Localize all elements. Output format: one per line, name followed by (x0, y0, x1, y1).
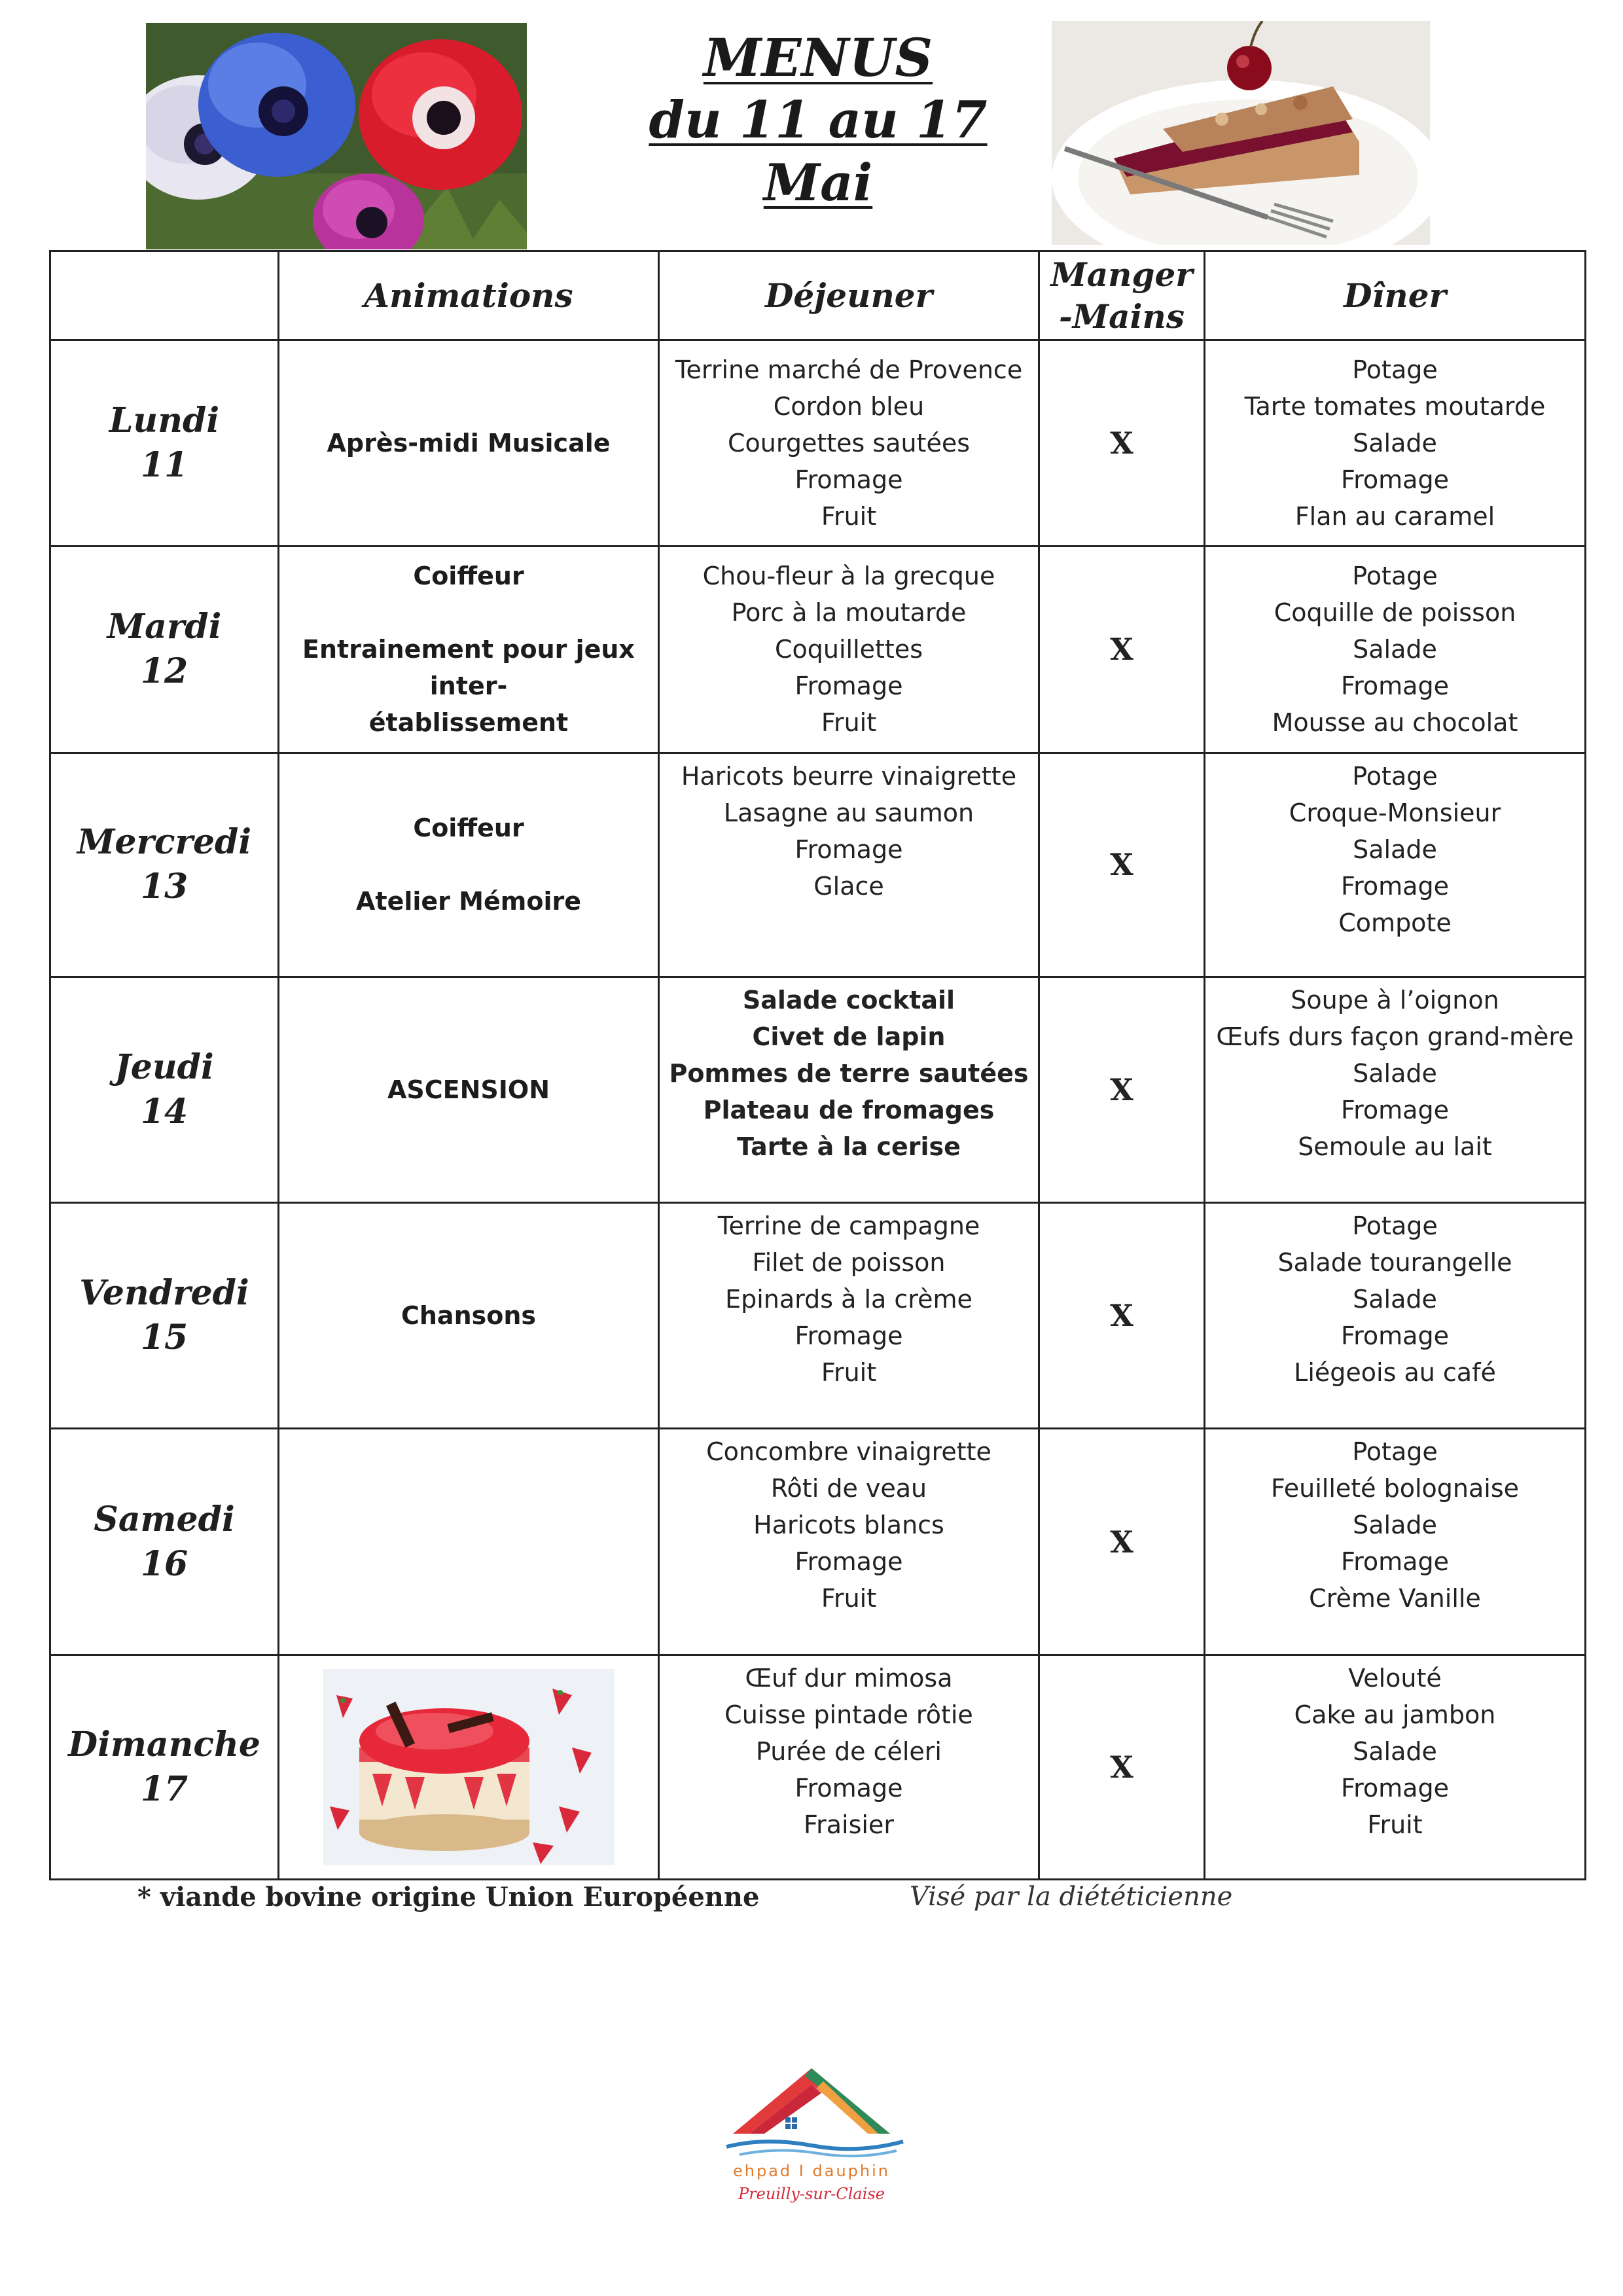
dish-item: Fruit (821, 1584, 877, 1613)
dish-item: Salade (1353, 1285, 1437, 1314)
dish-item: Potage (1352, 1211, 1438, 1241)
day-number: 13 (140, 867, 188, 907)
dish-item: Compote (1338, 908, 1452, 937)
dish-item: Coquillettes (774, 635, 923, 664)
day-number: 12 (140, 651, 188, 692)
dish-item: Potage (1352, 355, 1438, 385)
dish-item: Fromage (1341, 1773, 1449, 1803)
animation-item: ASCENSION (387, 1075, 550, 1104)
cherry-tart-photo (1052, 21, 1430, 245)
dish-item: Soupe à l’oignon (1291, 985, 1499, 1014)
manger-mains-mark: X (1039, 1429, 1205, 1655)
day-number: 11 (140, 445, 188, 486)
animations-cell (279, 1203, 659, 1429)
manger-mains-mark: X (1039, 977, 1205, 1202)
day-cell (50, 977, 279, 1202)
dish-item: Potage (1352, 761, 1438, 791)
dejeuner-cell (659, 1203, 1039, 1429)
dish-item: Chou-fleur à la grecque (702, 562, 995, 591)
dish-item: Fromage (794, 465, 903, 495)
day-name: Vendredi (79, 1273, 249, 1314)
header-diner: Dîner (1205, 251, 1586, 340)
header-row (50, 251, 1586, 340)
dish-item: Fromage (1341, 871, 1449, 901)
dish-item: Lasagne au saumon (723, 798, 974, 827)
dish-item: Semoule au lait (1298, 1132, 1492, 1161)
dish-item: Tarte à la cerise (737, 1132, 961, 1161)
table-row (50, 1203, 1586, 1429)
day-name: Jeudi (115, 1047, 214, 1087)
manger-mains-mark: X (1039, 547, 1205, 753)
dejeuner-cell (659, 340, 1039, 547)
table-row (50, 340, 1586, 547)
manger-mains-mark: X (1039, 340, 1205, 547)
dish-item: Cake au jambon (1294, 1700, 1496, 1729)
dish-item: Concombre vinaigrette (706, 1437, 991, 1467)
dish-item: Salade (1353, 1511, 1437, 1540)
dish-item: Fromage (1341, 672, 1449, 701)
header-manger-mains (1039, 251, 1205, 340)
dish-item: Porc à la moutarde (731, 598, 967, 628)
dish-item: Rôti de veau (770, 1474, 927, 1503)
dish-item: Croque-Monsieur (1289, 798, 1501, 827)
animations-cell (279, 340, 659, 547)
dish-item: Salade tourangelle (1277, 1248, 1512, 1278)
day-name: Lundi (109, 401, 220, 441)
dish-item: Flan au caramel (1294, 502, 1495, 531)
diner-cell (1205, 547, 1586, 753)
day-cell (50, 1655, 279, 1879)
dish-item: Plateau de fromages (703, 1095, 995, 1124)
dish-item: Pommes de terre sautées (669, 1058, 1029, 1088)
table-row (50, 1655, 1586, 1879)
dish-item: Fromage (1341, 465, 1449, 495)
dejeuner-cell (659, 753, 1039, 977)
dish-item: Civet de lapin (752, 1022, 946, 1051)
dish-item: Velouté (1348, 1663, 1442, 1693)
dejeuner-cell (659, 547, 1039, 753)
dietitian-approval: Visé par la diététicienne (910, 1882, 1233, 1912)
dish-item: Filet de poisson (752, 1248, 946, 1278)
day-number: 15 (140, 1318, 188, 1358)
diner-cell (1205, 1655, 1586, 1879)
dish-item: Fromage (794, 834, 903, 864)
dejeuner-cell (659, 1429, 1039, 1655)
dejeuner-cell (659, 1655, 1039, 1879)
dish-item: Haricots blancs (753, 1511, 944, 1540)
diner-cell (1205, 340, 1586, 547)
animations-cell (279, 1429, 659, 1655)
dish-item: Fruit (821, 502, 877, 531)
dish-item: Fromage (1341, 1547, 1449, 1577)
diner-cell (1205, 753, 1586, 977)
table-row (50, 547, 1586, 753)
manger-mains-mark: X (1039, 753, 1205, 977)
dish-item: Salade (1353, 1736, 1437, 1766)
header-animations: Animations (279, 251, 659, 340)
day-cell (50, 753, 279, 977)
title-block (589, 26, 1047, 215)
logo-place: Preuilly-sur-Claise (738, 2185, 885, 2203)
day-cell (50, 340, 279, 547)
animation-item: Atelier Mémoire (356, 887, 581, 916)
dejeuner-cell (659, 977, 1039, 1202)
day-name: Dimanche (68, 1724, 260, 1765)
table-row (50, 977, 1586, 1202)
day-name: Mercredi (77, 822, 252, 863)
dish-item: Tarte tomates moutarde (1244, 392, 1546, 422)
dish-item: Liégeois au café (1294, 1358, 1496, 1388)
dish-item: Terrine marché de Provence (675, 355, 1023, 385)
logo-text: ehpad I dauphin (733, 2162, 890, 2180)
ehpad-logo (707, 2062, 916, 2212)
page-subtitle: du 11 au 17 Mai (649, 90, 988, 213)
footnote-beef-origin: * viande bovine origine Union Européenne (137, 1882, 760, 1912)
dish-item: Fromage (794, 1773, 903, 1803)
anemone-flowers-photo (146, 23, 527, 249)
dish-item: Fromage (1341, 1095, 1449, 1124)
animations-cell (279, 1655, 659, 1879)
header-manger-mains-line1: Manger (1050, 255, 1193, 294)
manger-mains-mark: X (1039, 1203, 1205, 1429)
dish-item: Potage (1352, 562, 1438, 591)
animation-item: Entrainement pour jeux inter- (302, 635, 635, 701)
diner-cell (1205, 1429, 1586, 1655)
dish-item: Potage (1352, 1437, 1438, 1467)
dish-item: Fruit (821, 1358, 877, 1388)
dish-item: Salade cocktail (742, 985, 955, 1014)
day-number: 17 (140, 1768, 188, 1809)
dish-item: Mousse au chocolat (1272, 708, 1518, 738)
animation-item: Chansons (401, 1301, 537, 1331)
day-cell (50, 1203, 279, 1429)
dish-item: Cuisse pintade rôtie (724, 1700, 973, 1729)
dish-item: Purée de céleri (756, 1736, 942, 1766)
header-dejeuner: Déjeuner (659, 251, 1039, 340)
strawberry-cake-photo (323, 1669, 615, 1865)
table-row (50, 1429, 1586, 1655)
dish-item: Salade (1353, 635, 1437, 664)
menu-table (49, 250, 1586, 1880)
day-name: Mardi (107, 607, 222, 647)
dish-item: Epinards à la crème (725, 1285, 972, 1314)
animations-cell (279, 547, 659, 753)
animation-item: établissement (368, 708, 569, 738)
dish-item: Glace (813, 871, 884, 901)
dish-item: Œuf dur mimosa (745, 1663, 953, 1693)
day-number: 14 (140, 1092, 188, 1132)
header-day-cell (50, 251, 279, 340)
dish-item: Fromage (1341, 1321, 1449, 1351)
dish-item: Fromage (794, 672, 903, 701)
dish-item: Salade (1353, 1058, 1437, 1088)
page-title: MENUS (703, 27, 933, 88)
dish-item: Cordon bleu (773, 392, 925, 422)
animation-item: Coiffeur (413, 814, 524, 843)
dish-item: Terrine de campagne (717, 1211, 980, 1241)
day-number: 16 (140, 1543, 188, 1584)
animations-cell (279, 977, 659, 1202)
dish-item: Salade (1353, 429, 1437, 458)
dish-item: Fraisier (804, 1810, 894, 1839)
manger-mains-mark: X (1039, 1655, 1205, 1879)
dish-item: Courgettes sautées (728, 429, 970, 458)
diner-cell (1205, 977, 1586, 1202)
dish-item: Crème Vanille (1309, 1584, 1481, 1613)
animation-item: Coiffeur (413, 562, 524, 591)
dish-item: Fromage (794, 1321, 903, 1351)
dish-item: Fruit (821, 708, 877, 738)
day-cell (50, 1429, 279, 1655)
dish-item: Salade (1353, 834, 1437, 864)
day-name: Samedi (94, 1499, 235, 1539)
dish-item: Fromage (794, 1547, 903, 1577)
table-row (50, 753, 1586, 977)
diner-cell (1205, 1203, 1586, 1429)
dish-item: Haricots beurre vinaigrette (681, 761, 1017, 791)
dish-item: Œufs durs façon grand-mère (1216, 1022, 1574, 1051)
day-cell (50, 547, 279, 753)
animations-cell (279, 753, 659, 977)
animation-item: Après-midi Musicale (327, 429, 611, 458)
dish-item: Feuilleté bolognaise (1270, 1474, 1520, 1503)
dish-item: Fruit (1367, 1810, 1423, 1839)
header-manger-mains-line2: -Mains (1059, 296, 1185, 336)
dish-item: Coquille de poisson (1274, 598, 1516, 628)
